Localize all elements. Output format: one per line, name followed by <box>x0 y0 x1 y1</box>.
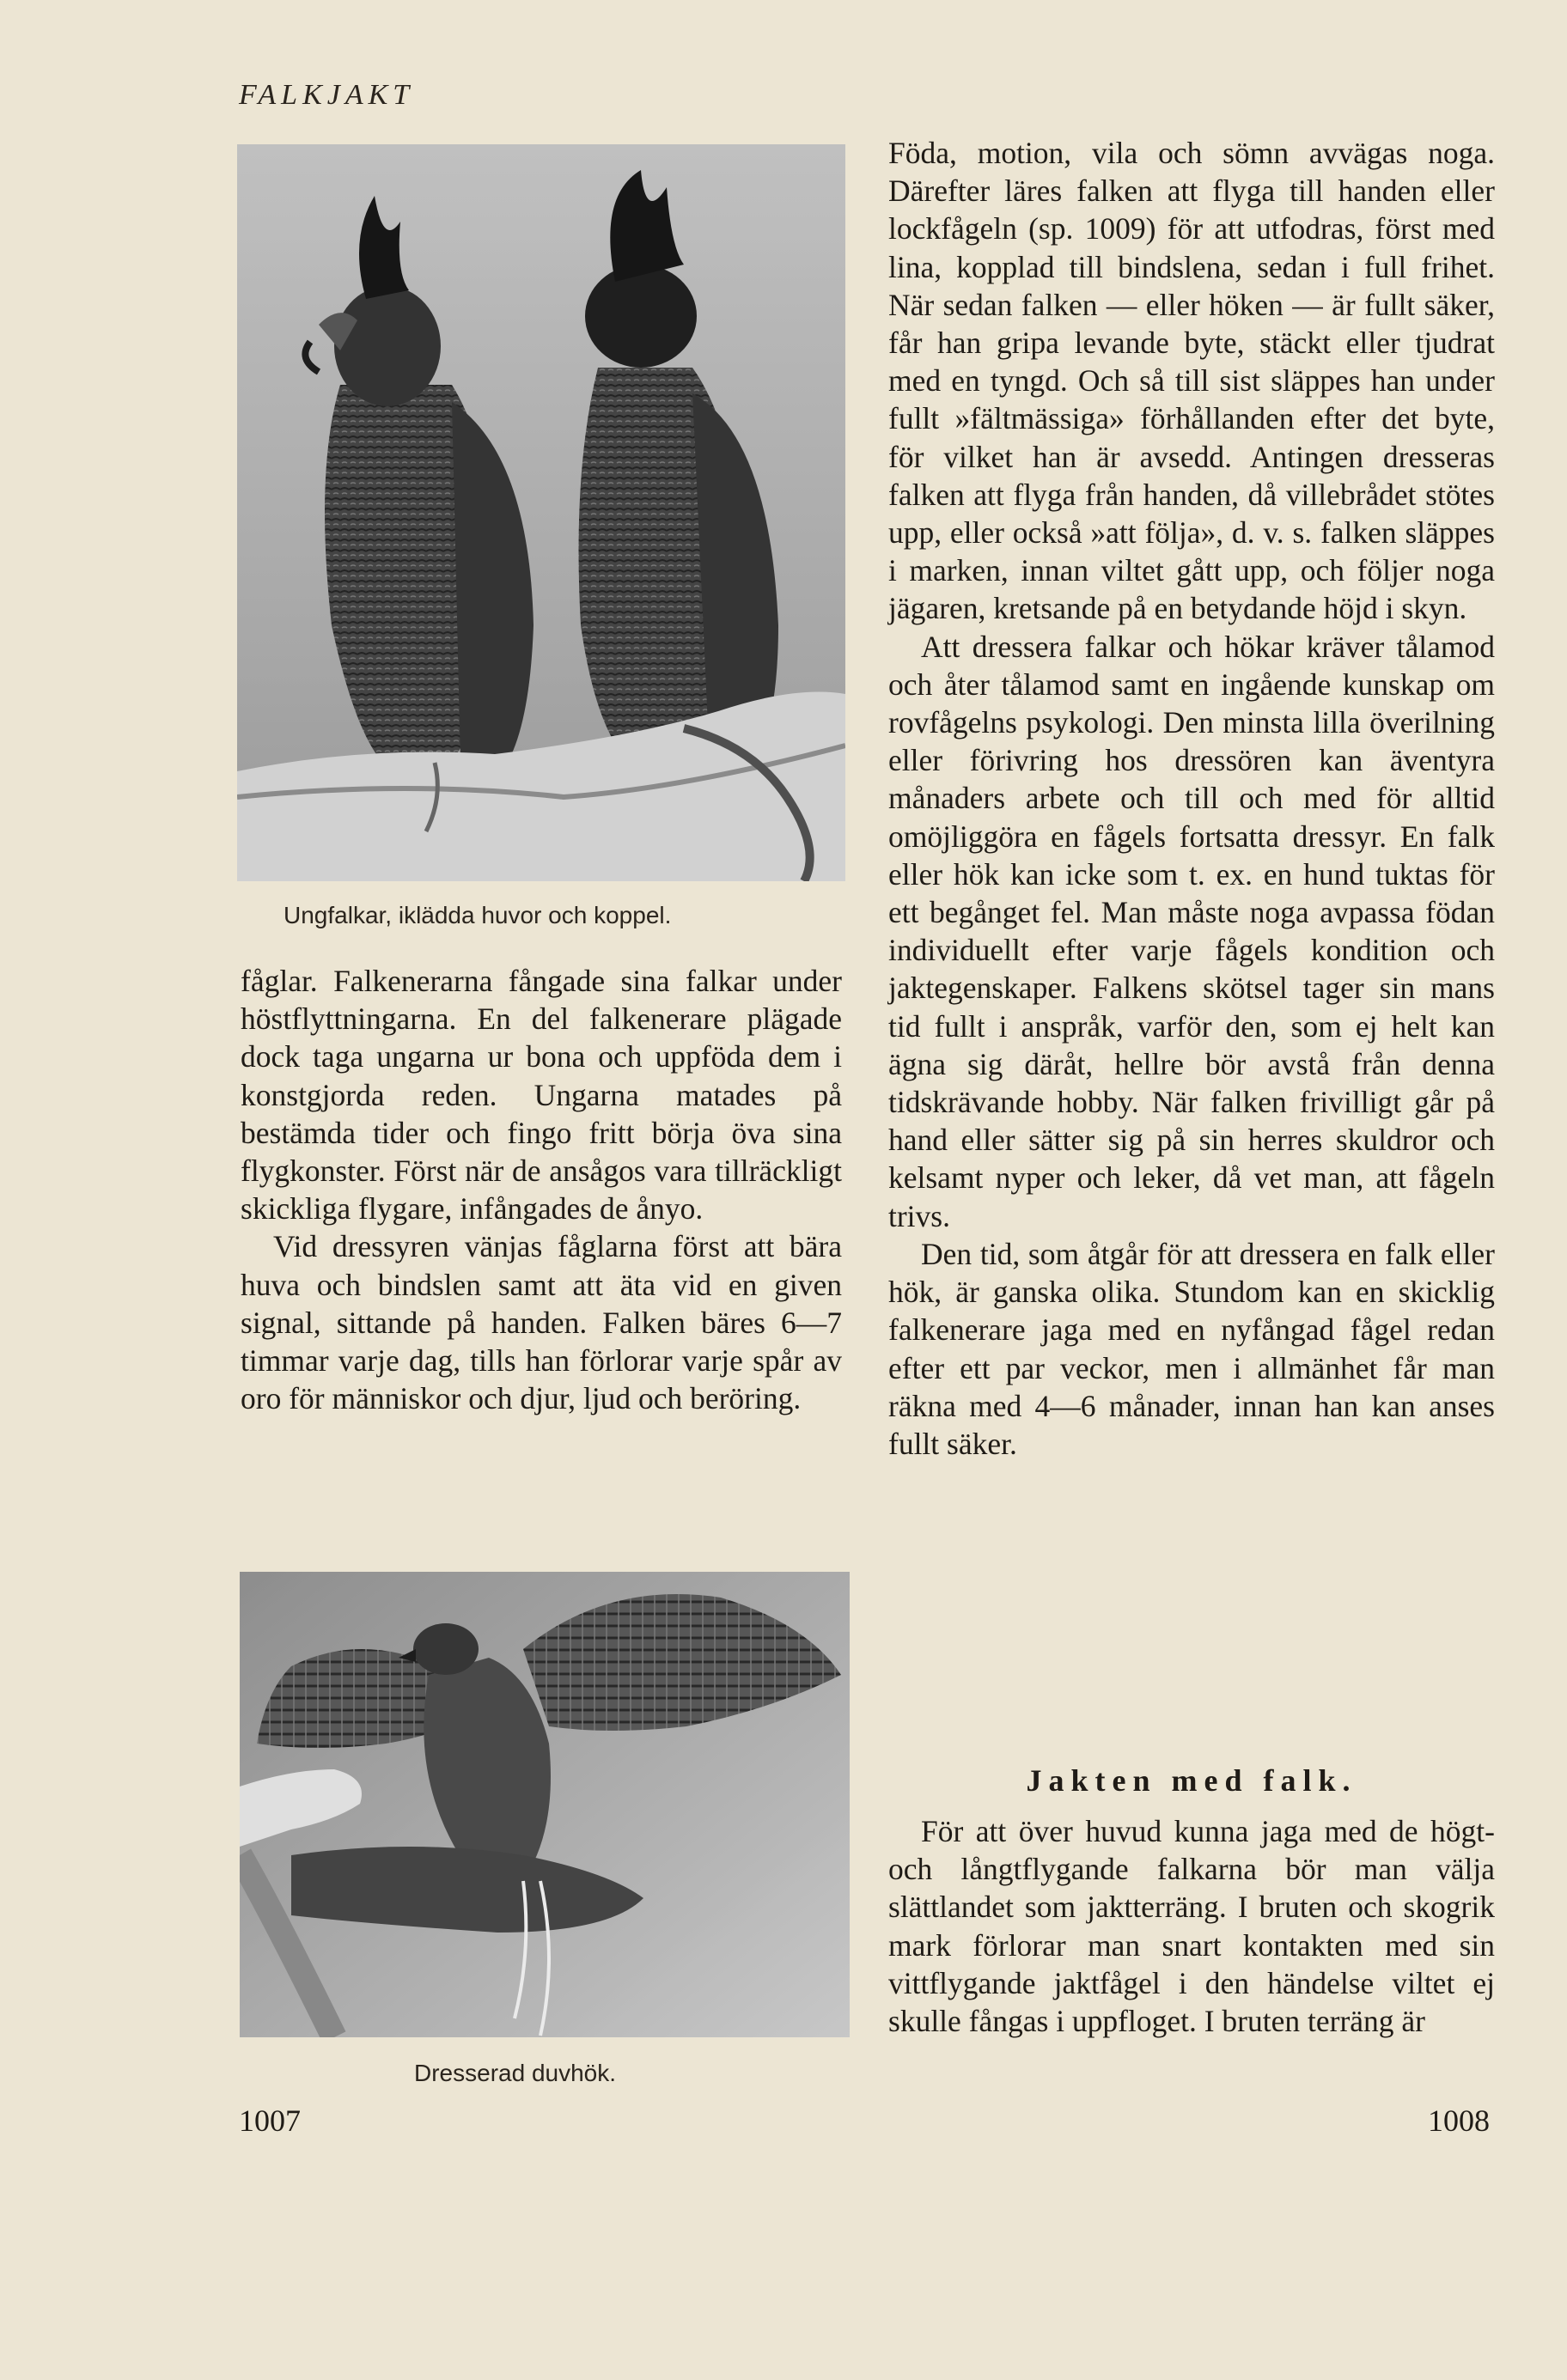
paragraph: fåglar. Falkenerarna fångade sina falkar under höstflyttningarna. En del falkenerare plägade dock taga ungarna ur bona och uppföda dem i konstgjorda reden. Ungarna matades på bestämda tider och fingo fritt börja öva sina flygkonster. Först när de ansågos vara tillräckligt skickliga flygare, infångades de ånyo. <box>241 964 842 1227</box>
photo-caption-top: Ungfalkar, iklädda huvor och koppel. <box>284 902 672 928</box>
photo-hooded-falcons <box>237 144 845 881</box>
paragraph: Att dressera falkar och hökar kräver tålamod och åter tålamod samt en ingående kunskap om rovfågelns psykologi. Den minsta lilla överilning eller förivring hos dressören kan äventyra månaders arbete och till och med för alltid omöjliggöra en fågels fortsatta dressyr. En falk eller hök kan icke som t. ex. en hund tuktas för ett begånget fel. Man måste noga avpassa födan individuellt efter varje fågels kondition och jaktegenskaper. Falkens skötsel tager sin mans tid fullt i anspråk, varför den, som ej helt kan ägna sig däråt, hellre bör avstå från denna tidskrävande hobby. När falken frivilligt går på hand eller sätter sig på sin herres skuldror och kelsamt nyper och leker, då vet man, att fågeln trivs. <box>888 629 1495 1233</box>
right-column-lower <box>888 1812 1495 2040</box>
paragraph: Vid dressyren vänjas fåglarna först att bära huva och bindslen samt att äta vid en given signal, sittande på handen. Falken bäres 6—7 timmar varje dag, tills han förlorar varje spår av oro för människor och djur, ljud och beröring. <box>241 1229 842 1416</box>
section-heading: Jakten med falk. <box>1026 1763 1357 1798</box>
photo-trained-goshawk <box>240 1572 850 2037</box>
page-number-right: 1008 <box>1428 2103 1490 2138</box>
photo-caption-bottom: Dresserad duvhök. <box>414 2060 617 2086</box>
right-column <box>888 134 1495 1463</box>
page-number-left: 1007 <box>239 2103 301 2138</box>
paragraph: För att över huvud kunna jaga med de högt- och långtflygande falkarna bör man välja slättlandet som jaktterräng. I bruten och skogrik mark förlorar man snart kontakten med sin vittflygande jaktfågel i den händelse viltet ej skulle fångas i uppfloget. I bruten terräng är <box>888 1814 1495 2039</box>
paragraph: Föda, motion, vila och sömn avvägas noga. Därefter läres falken att flyga till handen eller lockfågeln (sp. 1009) för att utfodras, först med lina, kopplad till bindslena, sedan i full frihet. När sedan falken — eller höken — är fullt säker, får han gripa levande byte, stäckt eller tjudrat med en tyngd. Och så till sist släppes han under fullt »fältmässiga» förhållanden efter det byte, för vilket han är avsedd. Antingen dresseras falken att flyga från handen, då villebrådet stötes upp, eller också »att följa», d. v. s. falken släppes i marken, innan viltet gått upp, och följer noga jägaren, kretsande på en betydande höjd i skyn. <box>888 136 1495 626</box>
left-column-upper <box>241 962 842 1417</box>
running-head: FALKJAKT <box>239 79 415 111</box>
paragraph: Den tid, som åtgår för att dressera en falk eller hök, är ganska olika. Stundom kan en skicklig falkenerare jaga med en nyfångad fågel redan efter ett par veckor, men i allmänhet får man räkna med 4—6 månader, innan han kan anses fullt säker. <box>888 1236 1495 1461</box>
